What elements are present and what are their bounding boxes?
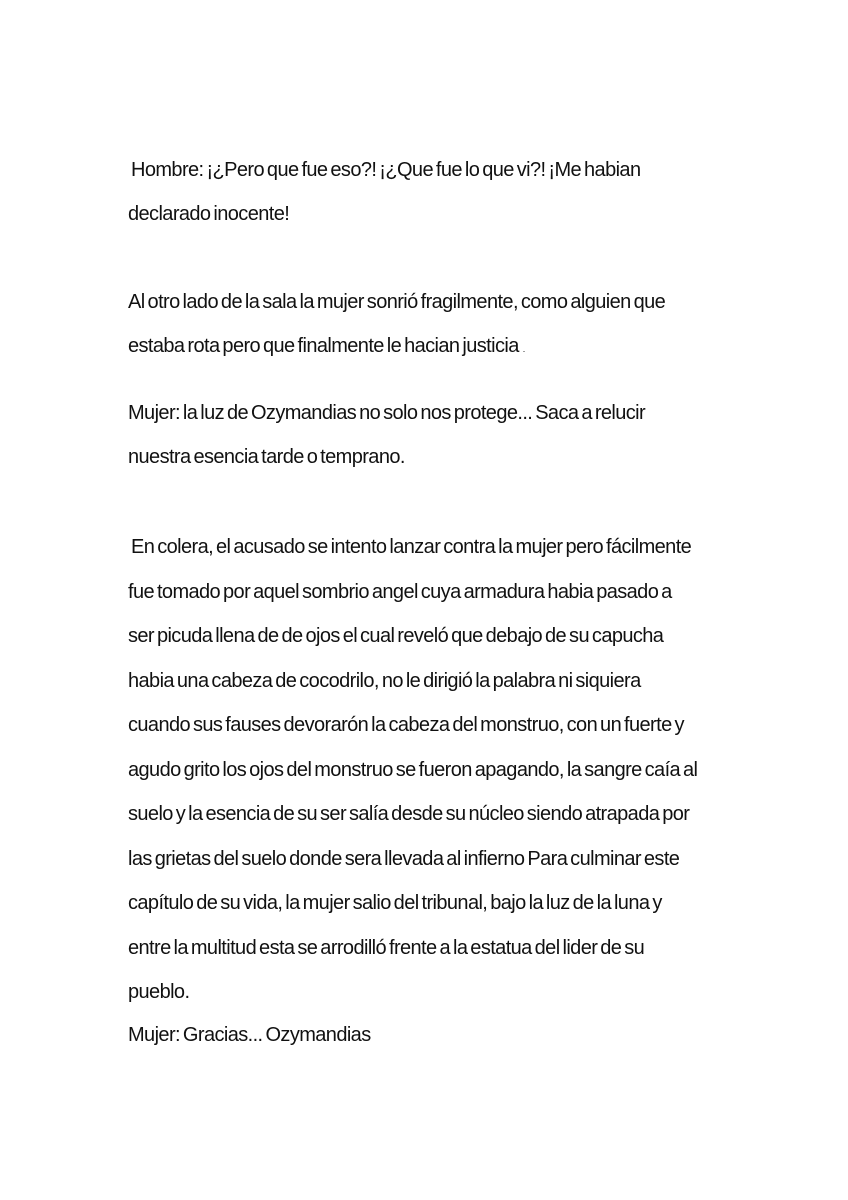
dialogue-line-hombre-1: Hombre: ¡¿Pero que fue eso?! ¡¿Que fue lo que vi?! ¡Me habian xyxy=(131,159,641,181)
trailing-dot: . xyxy=(522,344,525,354)
narration-line xyxy=(128,333,525,362)
narration-line: ser picuda llena de de ojos el cual reveló que debajo de su capucha xyxy=(128,625,664,647)
dialogue-line-mujer-final: Mujer: Gracias... Ozymandias xyxy=(128,1024,371,1046)
narration-line: agudo grito los ojos del monstruo se fueron apagando, la sangre caía al xyxy=(128,759,698,781)
narration-line: capítulo de su vida, la mujer salio del tribunal, bajo la luz de la luna y xyxy=(128,892,662,914)
narration-line: pueblo. xyxy=(128,981,190,1003)
narration-text: estaba rota pero que finalmente le hacian justicia xyxy=(128,335,519,357)
narration-line: En colera, el acusado se intento lanzar contra la mujer pero fácilmente xyxy=(131,536,692,558)
narration-line: las grietas del suelo donde sera llevada al infierno Para culminar este xyxy=(128,848,680,870)
narration-line: Al otro lado de la sala la mujer sonrió fragilmente, como alguien que xyxy=(128,291,666,313)
narration-line: suelo y la esencia de su ser salía desde su núcleo siendo atrapada por xyxy=(128,803,690,825)
narration-line: fue tomado por aquel sombrio angel cuya armadura habia pasado a xyxy=(128,581,672,603)
narration-line: habia una cabeza de cocodrilo, no le dirigió la palabra ni siquiera xyxy=(128,670,641,692)
dialogue-line-mujer-1: Mujer: la luz de Ozymandias no solo nos protege... Saca a relucir xyxy=(128,402,646,424)
narration-line: cuando sus fauses devorarón la cabeza del monstruo, con un fuerte y xyxy=(128,714,684,736)
dialogue-line-hombre-2: declarado inocente! xyxy=(128,203,290,225)
dialogue-line-mujer-2: nuestra esencia tarde o temprano. xyxy=(128,446,405,468)
narration-line: entre la multitud esta se arrodilló frente a la estatua del lider de su xyxy=(128,937,645,959)
